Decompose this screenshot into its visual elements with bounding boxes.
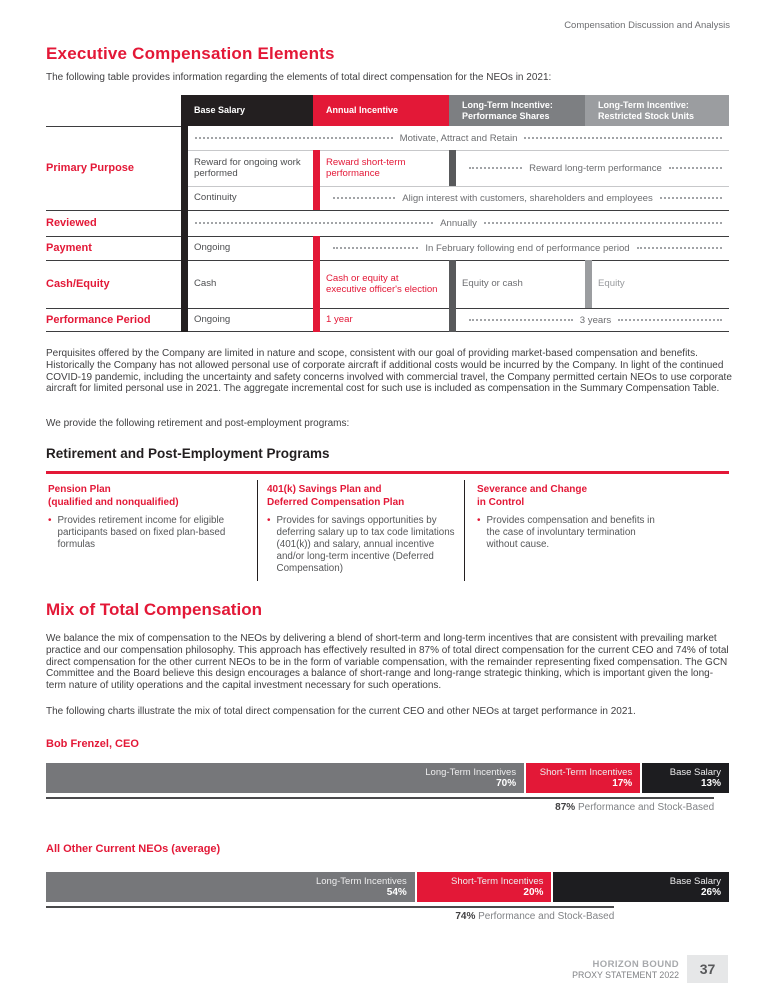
- program-bullet: [477, 515, 667, 551]
- performance-caption-text: [555, 802, 714, 813]
- program-title: [267, 479, 455, 509]
- retirement-intro: We provide the following retirement and post-employment programs:: [46, 418, 350, 429]
- performance-bracket-line: [46, 906, 614, 908]
- column-header-base-salary: [181, 95, 313, 126]
- program-bullet-text: Provides for savings opportunities by deferring salary up to tax code limitations (401(k)) and salary, annual incentive and/or long-term incentive (Deferred Compensation): [276, 515, 455, 574]
- program-title-line: Pension Plan: [48, 484, 111, 495]
- cell-equity-or-cash: Equity or cash: [462, 278, 523, 290]
- performance-shares-accent-bar: [449, 150, 456, 186]
- cell-reward-ongoing-work: Reward for ongoing work performed: [194, 156, 301, 179]
- cell-text: Motivate, Attract and Retain: [399, 132, 518, 144]
- dotted-leader: [669, 167, 722, 169]
- column-header-label: Long-Term Incentive:: [462, 100, 553, 110]
- bar-segment-short-term-incentives: [524, 763, 640, 793]
- cell-text: In February following end of performance period: [425, 242, 630, 254]
- column-header-label: Performance Shares: [462, 110, 550, 121]
- cell-one-year: 1 year: [326, 314, 353, 326]
- segment-value: 13%: [700, 778, 721, 789]
- cell-continuity: Continuity: [194, 192, 237, 204]
- segment-value: 54%: [386, 887, 407, 898]
- segment-value: 70%: [496, 778, 517, 789]
- segment-label: Base Salary: [669, 767, 721, 778]
- program-title-line: (qualified and nonqualified): [48, 496, 179, 508]
- cell-motivate-attract-retain: [188, 126, 729, 150]
- cell-annually: [188, 210, 729, 236]
- footer-subtitle: PROXY STATEMENT 2022: [572, 969, 679, 980]
- bar-segment-base-salary: [551, 872, 729, 902]
- program-pension-plan: [48, 479, 246, 551]
- program-bullet-text: Provides retirement income for eligible participants based on fixed plan-based formulas: [57, 515, 226, 550]
- annual-incentive-accent-bar: [313, 236, 320, 332]
- program-title: [477, 479, 667, 509]
- row-label-primary-purpose: Primary Purpose: [46, 162, 135, 174]
- bar-segment-long-term-incentives: [46, 872, 415, 902]
- page-title: Executive Compensation Elements: [46, 44, 335, 63]
- program-bullet: [48, 515, 246, 551]
- bar-segment-short-term-incentives: [415, 872, 552, 902]
- mix-paragraph: We balance the mix of compensation to the NEOs by delivering a blend of short-term and long-term incentives that are consistent with prevailing market practice and our compensation philosophy. This approach has effectively resulted in 87% of total direct compensation for the current CEO and 74% of total direct compensation for the other current NEOs to be in the form of variable compensation, with the remainder representing fixed compensation. The GCN Committee and the Board believe this design encourages a balance of short-range and long-range strategic thinking, which is important given the long-term nature of utility operations and the capital investment necessary for such operations.: [46, 633, 729, 692]
- dotted-leader: [333, 197, 395, 199]
- bar-segment-base-salary: [640, 763, 729, 793]
- cell-text: 3 years: [579, 314, 612, 326]
- footer-text: [572, 959, 679, 980]
- mix-bar-ceo: [46, 763, 729, 793]
- dotted-leader: [333, 247, 418, 249]
- segment-label: Long-Term Incentives: [425, 767, 517, 778]
- dotted-leader: [660, 197, 722, 199]
- bar-segment-long-term-incentives: [46, 763, 524, 793]
- column-header-label: Restricted Stock Units: [598, 110, 695, 121]
- cell-cash-or-equity: Cash or equity at executive officer's election: [326, 272, 438, 295]
- column-divider: [257, 480, 258, 581]
- dotted-leader: [618, 319, 722, 321]
- segment-label: Base Salary: [669, 876, 721, 887]
- cell-payment-ongoing: Ongoing: [194, 242, 231, 254]
- red-rule: [46, 471, 729, 474]
- page-footer: [572, 955, 728, 983]
- dotted-leader: [469, 319, 573, 321]
- retirement-heading: Retirement and Post-Employment Programs: [46, 446, 330, 461]
- dotted-leader: [469, 167, 522, 169]
- cell-payment-february: [326, 236, 729, 260]
- performance-pct: 74%: [455, 911, 476, 922]
- cell-text: Align interest with customers, shareholders and employees: [402, 192, 653, 204]
- performance-label: Performance and Stock-Based: [478, 911, 615, 922]
- cell-text: Reward long-term performance: [529, 162, 662, 174]
- column-header-performance-shares: [449, 95, 585, 126]
- program-title-line: 401(k) Savings Plan and: [267, 484, 382, 495]
- cell-perf-ongoing: Ongoing: [194, 314, 231, 326]
- bullet-icon: •: [267, 515, 271, 526]
- cell-align-interest: [326, 186, 729, 210]
- perquisites-paragraph: Perquisites offered by the Company are limited in nature and scope, consistent with our goal of providing market-based compensation and benefits. Historically the Company has not allowed personal use of corporate aircraft if additional costs would be incurred by the Company. In light of the continued COVID-19 pandemic, including the uncertainty and safety concerns involved with commercial travel, the Company permitted certain NEOs to use corporate aircraft for limited personal use in 2021. The aggregate incremental cost for such use is included as compensation in the Summary Compensation Table.: [46, 348, 732, 395]
- performance-pct: 87%: [555, 802, 576, 813]
- cell-text: Annually: [440, 217, 477, 229]
- cell-cash: Cash: [194, 278, 217, 290]
- row-label-cash-equity: Cash/Equity: [46, 278, 110, 290]
- intro-text: The following table provides information regarding the elements of total direct compensation for the NEOs in 2021:: [46, 72, 552, 83]
- annual-incentive-accent-bar: [313, 150, 320, 210]
- bullet-icon: •: [477, 515, 481, 526]
- segment-value: 20%: [523, 887, 544, 898]
- dotted-leader: [484, 222, 722, 224]
- segment-label: Short-Term Incentives: [451, 876, 544, 887]
- dotted-leader: [524, 137, 722, 139]
- program-title-line: Severance and Change: [477, 484, 588, 495]
- running-header: Compensation Discussion and Analysis: [564, 20, 730, 31]
- segment-label: Short-Term Incentives: [539, 767, 633, 778]
- performance-shares-accent-bar: [449, 260, 456, 332]
- performance-caption: [46, 802, 714, 815]
- row-label-reviewed: Reviewed: [46, 217, 97, 229]
- mix-title: Mix of Total Compensation: [46, 600, 262, 619]
- performance-bracket-line: [46, 797, 714, 799]
- dotted-leader: [195, 222, 433, 224]
- program-bullet: [267, 515, 455, 575]
- dotted-leader: [195, 137, 393, 139]
- column-header-label: Long-Term Incentive:: [598, 100, 689, 110]
- dotted-leader: [637, 247, 722, 249]
- charts-intro: The following charts illustrate the mix of total direct compensation for the current CEO and other NEOs at target performance in 2021.: [46, 706, 636, 717]
- row-label-payment: Payment: [46, 242, 92, 254]
- cell-equity: Equity: [598, 278, 625, 290]
- footer-brand: HORIZON BOUND: [592, 958, 679, 970]
- program-severance: [477, 479, 667, 551]
- cell-reward-short-term: Reward short-term performance: [326, 156, 406, 179]
- column-header-restricted-stock-units: [585, 95, 729, 126]
- rsu-accent-bar: [585, 260, 592, 308]
- page-number: 37: [687, 955, 728, 983]
- performance-caption-text: [455, 911, 614, 922]
- mix-bar-neos: [46, 872, 729, 902]
- column-header-label: Base Salary: [194, 105, 246, 116]
- cell-three-years: [462, 308, 729, 332]
- performance-caption: [46, 911, 614, 924]
- segment-value: 17%: [612, 778, 633, 789]
- chart-neos-heading: All Other Current NEOs (average): [46, 843, 221, 855]
- segment-label: Long-Term Incentives: [315, 876, 407, 887]
- bullet-icon: •: [48, 515, 52, 526]
- row-label-performance-period: Performance Period: [46, 314, 151, 326]
- column-header-label: Annual Incentive: [326, 105, 399, 116]
- retirement-programs: [46, 479, 736, 585]
- chart-ceo-heading: Bob Frenzel, CEO: [46, 738, 139, 750]
- segment-value: 26%: [700, 887, 721, 898]
- program-title: [48, 479, 246, 509]
- cell-reward-long-term: [462, 150, 729, 186]
- compensation-elements-table: [46, 95, 729, 332]
- column-divider: [464, 480, 465, 581]
- program-bullet-text: Provides compensation and benefits in the case of involuntary termination without cause.: [486, 515, 655, 550]
- column-header-annual-incentive: [313, 95, 449, 126]
- performance-label: Performance and Stock-Based: [577, 802, 715, 813]
- program-title-line: Deferred Compensation Plan: [267, 496, 405, 508]
- base-salary-accent-bar: [181, 126, 188, 332]
- program-title-line: in Control: [477, 496, 525, 508]
- program-401k-plan: [267, 479, 455, 575]
